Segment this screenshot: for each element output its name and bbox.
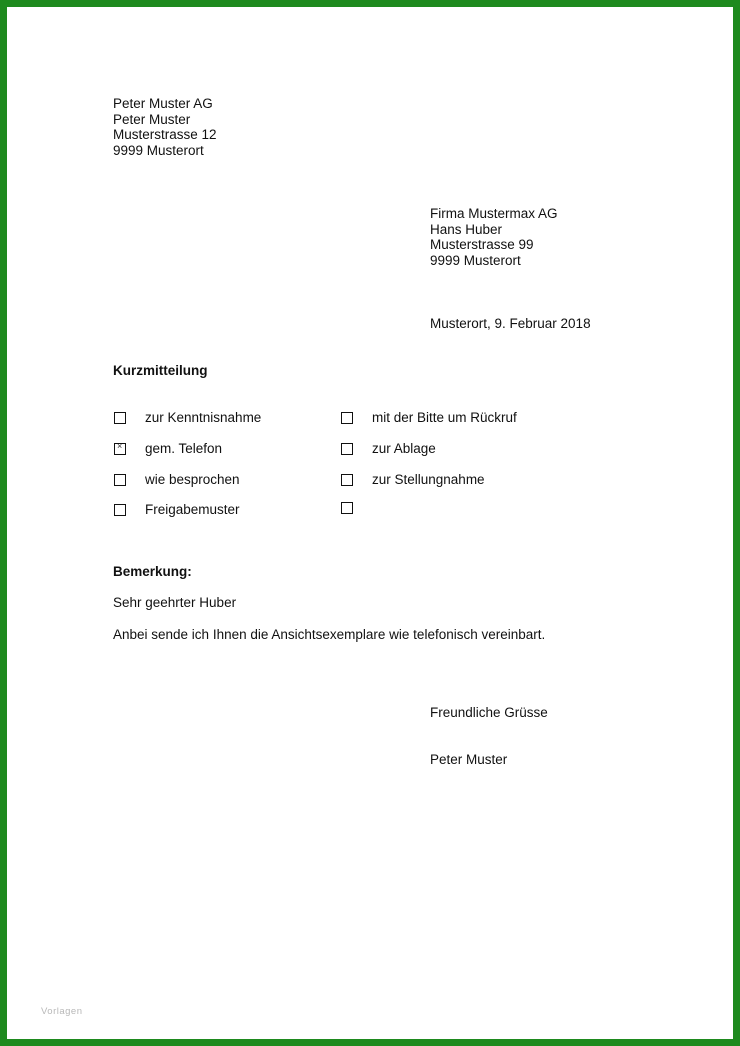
sender-city: 9999 Musterort	[113, 142, 204, 158]
checkbox-telefon[interactable]	[114, 443, 126, 455]
checkbox-label: Freigabemuster	[145, 502, 240, 517]
checkbox-label: zur Kenntnisnahme	[145, 410, 262, 425]
footer-watermark: Vorlagen	[41, 1006, 83, 1017]
letter-date: Musterort, 9. Februar 2018	[430, 316, 591, 331]
recipient-address	[430, 206, 558, 268]
sender-address	[113, 96, 217, 158]
greeting-line: Sehr geehrter Huber	[113, 595, 237, 610]
signature-name: Peter Muster	[430, 752, 508, 767]
checkbox-kenntnisnahme[interactable]	[114, 412, 126, 424]
checkbox-row-besprochen[interactable]	[114, 472, 240, 487]
closing-line: Freundliche Grüsse	[430, 705, 548, 720]
checkbox-row-empty[interactable]	[341, 502, 372, 514]
checkbox-freigabemuster[interactable]	[114, 504, 126, 516]
checkbox-label: mit der Bitte um Rückruf	[372, 410, 517, 425]
checkbox-row-ablage[interactable]	[341, 441, 436, 456]
sender-street: Musterstrasse 12	[113, 127, 217, 143]
sender-name: Peter Muster	[113, 111, 191, 127]
recipient-city: 9999 Musterort	[430, 252, 521, 268]
checkbox-label: zur Ablage	[372, 441, 436, 456]
recipient-company: Firma Mustermax AG	[430, 206, 558, 221]
checkbox-ablage[interactable]	[341, 443, 353, 455]
checkbox-empty[interactable]	[341, 502, 353, 514]
checkbox-row-kenntnisnahme[interactable]	[114, 410, 261, 425]
checkbox-row-telefon[interactable]	[114, 441, 222, 456]
checkbox-row-rueckruf[interactable]	[341, 410, 517, 425]
body-text: Anbei sende ich Ihnen die Ansichtsexemplare wie telefonisch vereinbart.	[113, 627, 546, 642]
checkbox-label: wie besprochen	[145, 472, 240, 487]
checkbox-label: gem. Telefon	[145, 441, 223, 456]
checkbox-label: zur Stellungnahme	[372, 472, 485, 487]
recipient-street: Musterstrasse 99	[430, 237, 534, 253]
checkbox-rueckruf[interactable]	[341, 412, 353, 424]
checkbox-row-stellungnahme[interactable]	[341, 472, 485, 487]
recipient-name: Hans Huber	[430, 221, 503, 237]
remark-heading: Bemerkung:	[113, 564, 192, 579]
document-title: Kurzmitteilung	[113, 363, 208, 378]
checkbox-row-freigabemuster[interactable]	[114, 502, 240, 517]
checkbox-stellungnahme[interactable]	[341, 474, 353, 486]
checkbox-besprochen[interactable]	[114, 474, 126, 486]
sender-company: Peter Muster AG	[113, 96, 213, 111]
